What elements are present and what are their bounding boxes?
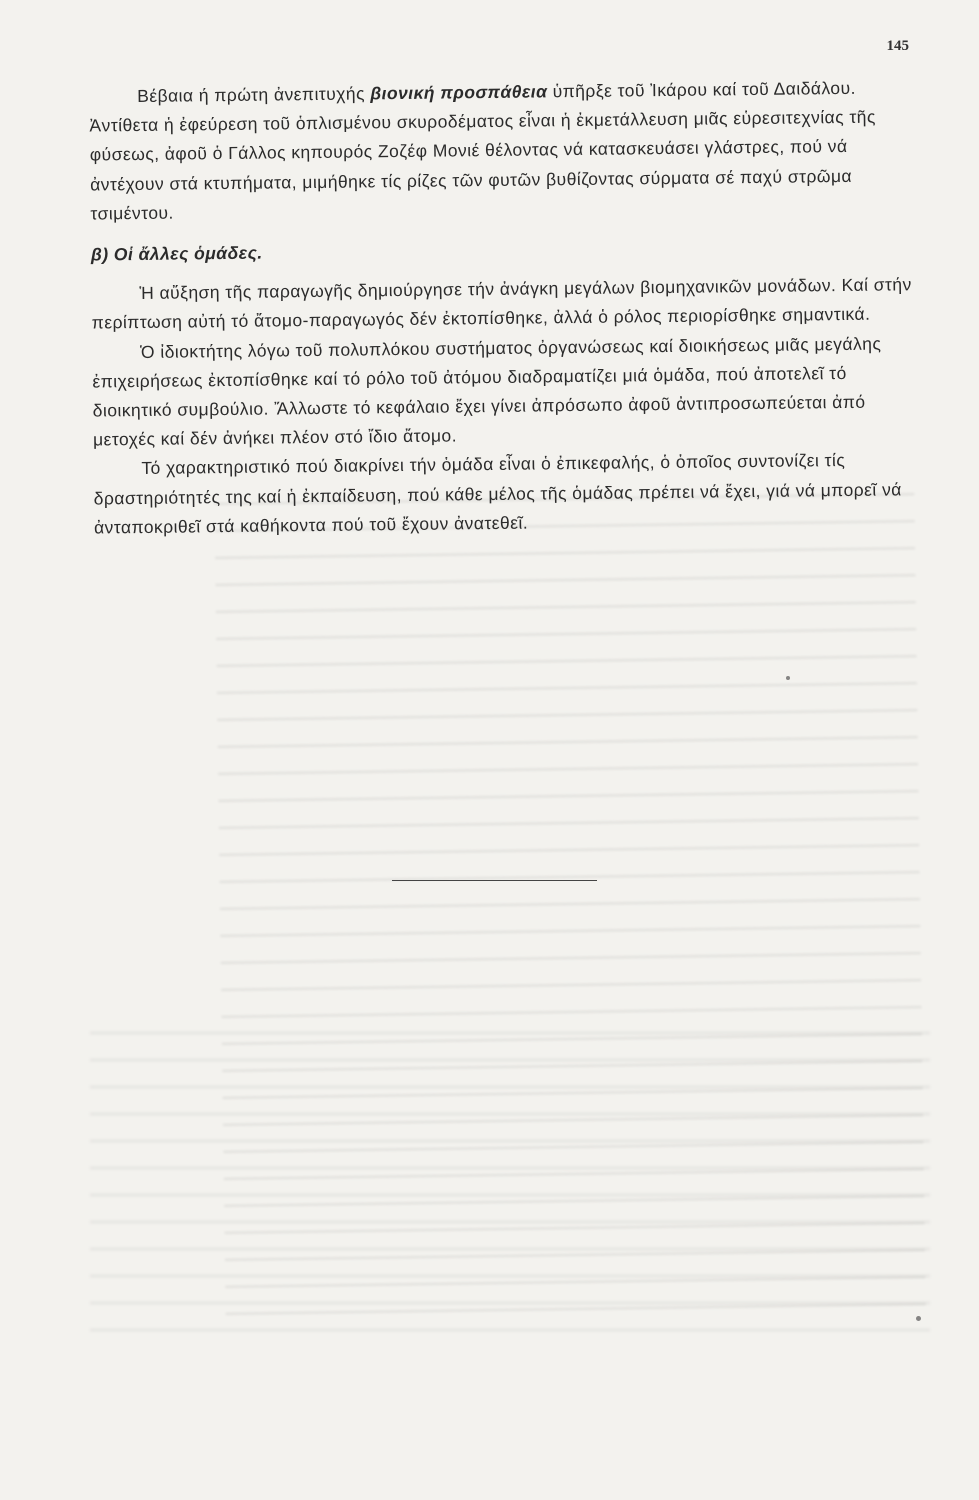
emphasis-bionic-effort: βιονική προσπάθεια xyxy=(370,81,548,104)
paragraph-1-rest: ὑπῆρξε τοῦ Ἰκάρου καί τοῦ Δαιδάλου. Ἀντίθετα ἡ ἐφεύρεση τοῦ ὁπλισμένου σκυροδέματος εἶναι ἡ ἐκμετάλλευση μιᾶς εὑρεσιτεχνίας τῆς φύσεως, ἀφοῦ ὁ Γάλλος κηπουρός Ζοζέφ Μονιέ θέλοντας νά κατασκευάσει γλάστρες, πού νά ἀντέχουν στά κτυπήματα, μιμήθηκε τίς ρίζες τῶν φυτῶν βυθίζοντας σύρματα σέ παχύ στρῶμα τσιμέντου. xyxy=(89,77,876,224)
section-heading-other-groups: β) Οἱ ἄλλες ὁμάδες. xyxy=(90,242,263,265)
paragraph-1-lead: Βέβαια ή πρώτη ἀνεπιτυχής xyxy=(137,83,371,106)
paragraph-production-growth: Ἡ αὔξηση τῆς παραγωγῆς δημιούργησε τήν ἀνάγκη μεγάλων βιομηχανικῶν μονάδων. Καί στήν περίπτωση αὐτή τό ἄτομο-παραγωγός δέν ἐκτοπίσθηκε, ἀλλά ὁ ρόλος περιορίσθηκε σημαντικά. xyxy=(91,274,912,333)
page-number: 145 xyxy=(886,38,909,54)
paragraph-group-characteristic: Τό χαρακτηριστικό πού διακρίνει τήν ὁμάδα εἶναι ὁ ἐπικεφαλής, ὁ ὁποῖος συντονίζει τίς δραστηριότητές της καί ἡ ἐκπαίδευση, πού κάθε μέλος τῆς ὁμάδας πρέπει νά ἔχει, γιά νά μπορεῖ νά ἀνταποκριθεῖ στά καθήκοντα πού τοῦ ἔχουν ἀνατεθεῖ. xyxy=(93,450,902,538)
footnote-divider xyxy=(392,880,597,881)
paragraph-owner-displaced: Ὁ ἰδιοκτήτης λόγω τοῦ πολυπλόκου συστήματος ὀργανώσεως καί διοικήσεως μιᾶς μεγάλης ἐπιχειρήσεως ἐκτοπίσθηκε καί τό ρόλο τοῦ ἀτόμου διαδραματίζει μιά ὁμάδα, πού ἀποτελεῖ τό διοικητικό συμβούλιο. Ἄλλωστε τό κεφάλαιο ἔχει γίνει ἀπρόσωπο ἀφοῦ ἀντιπροσωπεύεται ἀπό μετοχές καί δέν ἀνήκει πλέον στό ἴδιο ἄτομο. xyxy=(92,333,882,450)
paragraph-bionic-effort xyxy=(89,73,924,228)
show-through-text-lower xyxy=(90,1015,930,1335)
scan-speck xyxy=(916,1316,921,1321)
body-text xyxy=(89,73,927,542)
scan-speck xyxy=(786,676,790,680)
